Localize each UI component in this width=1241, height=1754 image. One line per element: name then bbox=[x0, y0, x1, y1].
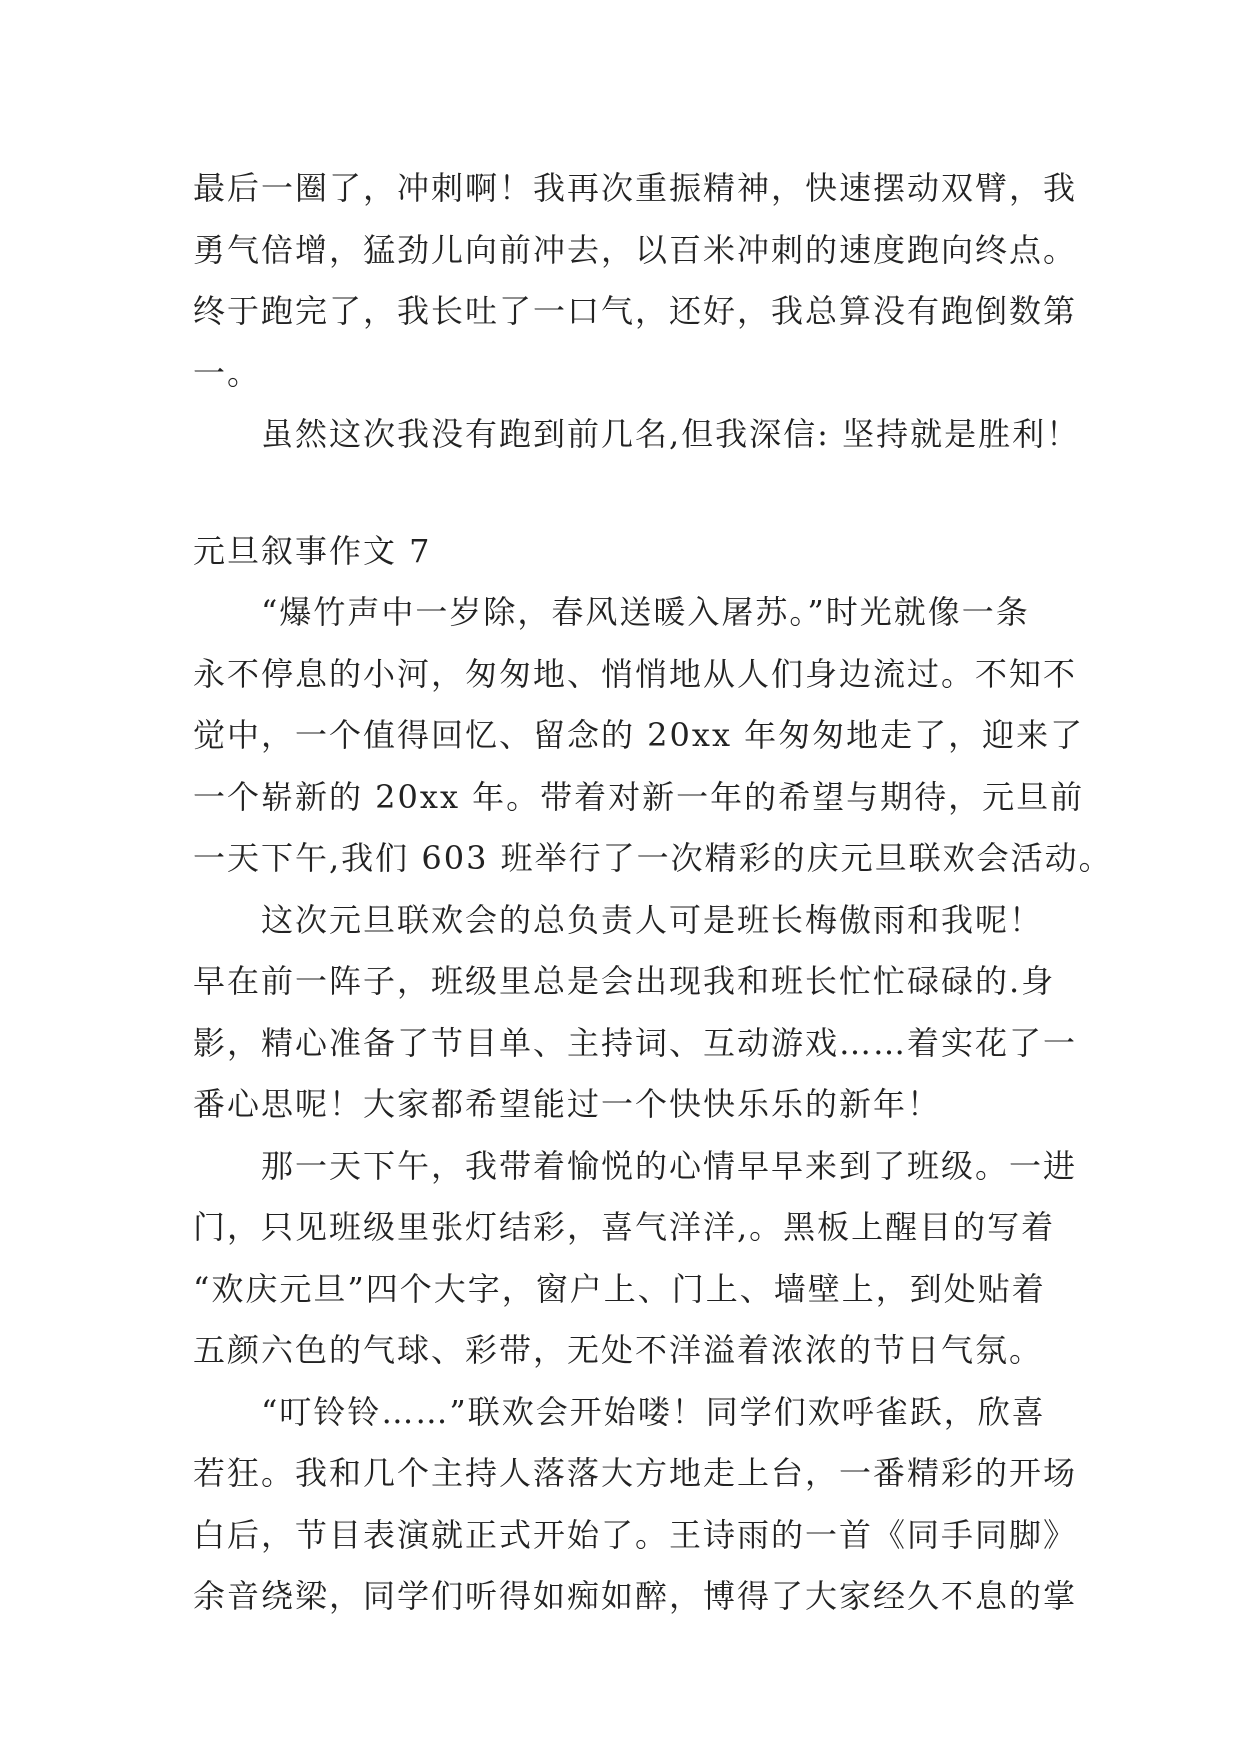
text-line: 早在前一阵子，班级里总是会出现我和班长忙忙碌碌的.身 bbox=[193, 962, 1056, 1000]
text-line: 永不停息的小河，匆匆地、悄悄地从人们身边流过。不知不 bbox=[193, 654, 1078, 693]
text-line: 一个崭新的 20xx 年。带着对新一年的希望与期待，元旦前 bbox=[193, 777, 1085, 816]
paragraph-4 bbox=[193, 1382, 1078, 1628]
section-gap bbox=[193, 466, 1068, 521]
essay-body bbox=[193, 158, 1113, 1628]
text-line: 终于跑完了，我长吐了一口气，还好，我总算没有跑倒数第 bbox=[193, 292, 1078, 330]
text-line: 余音绕梁，同学们听得如痴如醉，博得了大家经久不息的掌 bbox=[193, 1577, 1078, 1615]
text-line: “爆竹声中一岁除，春风送暖入屠苏。”时光就像一条 bbox=[261, 593, 1030, 631]
text-line: 最后一圈了，冲刺啊！我再次重振精神，快速摆动双臂，我 bbox=[193, 169, 1078, 207]
text-line: 若狂。我和几个主持人落落大方地走上台，一番精彩的开场 bbox=[193, 1454, 1078, 1492]
text-line: 番心思呢！大家都希望能过一个快快乐乐的新年！ bbox=[193, 1085, 942, 1123]
paragraph-1 bbox=[193, 582, 1113, 890]
text-line: “欢庆元旦”四个大字，窗户上、门上、墙壁上，到处贴着 bbox=[193, 1269, 1046, 1308]
text-line: 这次元旦联欢会的总负责人可是班长梅傲雨和我呢！ bbox=[261, 900, 1044, 939]
text-line: 一天下午,我们 603 班举行了一次精彩的庆元旦联欢会活动。 bbox=[193, 839, 1113, 877]
previous-essay-ending bbox=[193, 158, 1081, 466]
text-line: 勇气倍增，猛劲儿向前冲去，以百米冲刺的速度跑向终点。 bbox=[193, 230, 1078, 269]
section-title: 元旦叙事作文 7 bbox=[193, 531, 432, 570]
paragraph-2 bbox=[193, 890, 1078, 1136]
text-line: 门，只见班级里张灯结彩，喜气洋洋,。黑板上醒目的写着 bbox=[193, 1208, 1056, 1246]
paragraph-3 bbox=[193, 1136, 1078, 1382]
text-line: 那一天下午，我带着愉悦的心情早早来到了班级。一进 bbox=[261, 1146, 1078, 1185]
text-line: 影，精心准备了节目单、主持词、互动游戏……着实花了一 bbox=[193, 1023, 1078, 1062]
text-line: 五颜六色的气球、彩带，无处不洋溢着浓浓的节日气氛。 bbox=[193, 1331, 1044, 1369]
text-line: 白后，节目表演就正式开始了。王诗雨的一首《同手同脚》 bbox=[193, 1515, 1078, 1554]
text-line: 一。 bbox=[193, 353, 262, 392]
text-line: 觉中，一个值得回忆、留念的 20xx 年匆匆地走了，迎来了 bbox=[193, 716, 1085, 754]
text-line: “叮铃铃……”联欢会开始喽！同学们欢呼雀跃，欣喜 bbox=[261, 1392, 1046, 1431]
closing-line: 虽然这次我没有跑到前几名,但我深信: 坚持就是胜利！ bbox=[261, 415, 1081, 453]
